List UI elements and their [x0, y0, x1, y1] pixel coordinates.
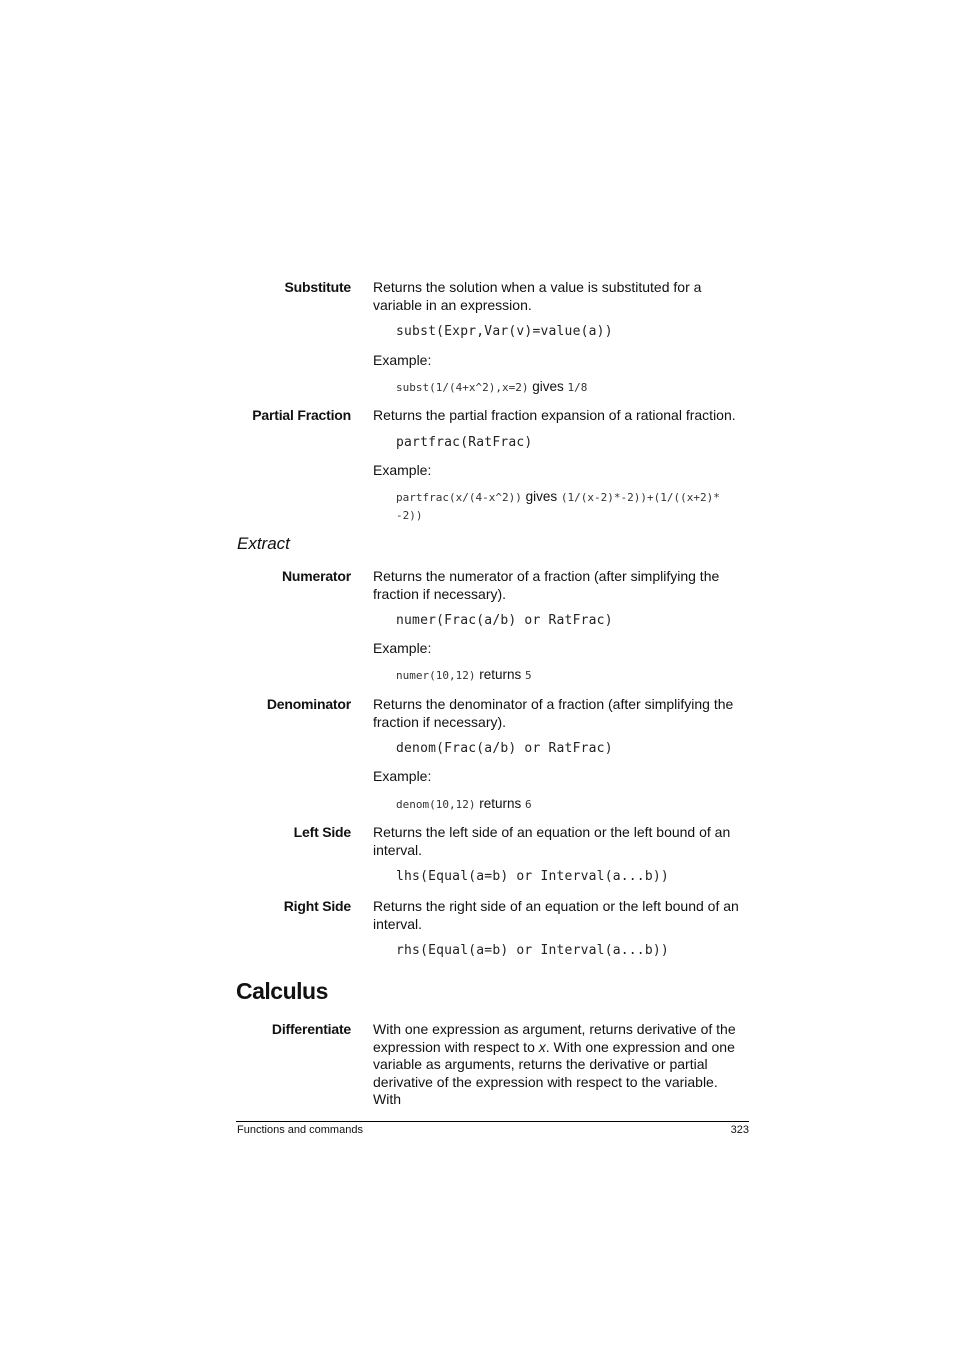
example-word: returns — [479, 667, 522, 682]
term-left-side: Left Side — [293, 824, 351, 840]
example-result: 1/8 — [567, 381, 588, 394]
footer-rule — [236, 1121, 749, 1122]
term-differentiate: Differentiate — [271, 1021, 351, 1037]
example-word: returns — [479, 796, 522, 811]
example-partial-fraction — [396, 488, 721, 524]
syntax-partial-fraction: partfrac(RatFrac) — [396, 435, 533, 450]
example-code: partfrac(x/(4-x^2)) — [396, 491, 522, 504]
syntax-denominator: denom(Frac(a/b) or RatFrac) — [396, 741, 613, 756]
desc-variable: x — [538, 1038, 546, 1055]
syntax-right-side: rhs(Equal(a=b) or Interval(a...b)) — [396, 943, 669, 958]
syntax-left-side: lhs(Equal(a=b) or Interval(a...b)) — [396, 869, 669, 884]
example-code: numer(10,12) — [396, 669, 476, 682]
term-right-side: Right Side — [283, 898, 351, 914]
desc-left-side: Returns the left side of an equation or the left bound of an interval. — [373, 824, 731, 858]
example-denominator — [396, 795, 736, 813]
example-substitute — [396, 378, 736, 396]
example-label-substitute: Example: — [373, 352, 432, 368]
example-numerator — [396, 666, 736, 684]
subheading-extract: Extract — [237, 534, 290, 553]
term-denominator: Denominator — [266, 696, 351, 712]
example-label-denominator: Example: — [373, 768, 432, 784]
example-word: gives — [525, 489, 558, 504]
example-code: denom(10,12) — [396, 798, 476, 811]
term-partial-fraction: Partial Fraction — [252, 407, 351, 423]
desc-partial-fraction: Returns the partial fraction expansion of a rational fraction. — [373, 407, 736, 423]
example-result: 5 — [525, 669, 532, 682]
syntax-numerator: numer(Frac(a/b) or RatFrac) — [396, 613, 613, 628]
example-word: gives — [532, 379, 564, 394]
page-number: 323 — [730, 1124, 749, 1136]
desc-substitute: Returns the solution when a value is substituted for a variable in an expression. — [373, 279, 702, 313]
desc-right-side: Returns the right side of an equation or the left bound of an interval. — [373, 898, 739, 932]
term-numerator: Numerator — [282, 568, 351, 584]
desc-part: . With one expression and one variable as arguments, returns the derivative or partial derivative of the expression with respect to the variable. With — [373, 1038, 735, 1107]
example-result: 6 — [525, 798, 532, 811]
term-substitute: Substitute — [284, 279, 351, 295]
desc-differentiate — [373, 1021, 749, 1109]
example-label-numerator: Example: — [373, 640, 432, 656]
desc-denominator: Returns the denominator of a fraction (after simplifying the fraction if necessary). — [373, 696, 734, 730]
desc-numerator: Returns the numerator of a fraction (after simplifying the fraction if necessary). — [373, 568, 720, 602]
footer-section-title: Functions and commands — [237, 1124, 363, 1136]
example-label-partial-fraction: Example: — [373, 462, 432, 478]
example-result: (1/(x-2)*-2))+(1/((x+2)*-2)) — [396, 491, 720, 522]
heading-calculus: Calculus — [236, 978, 328, 1004]
syntax-substitute: subst(Expr,Var(v)=value(a)) — [396, 324, 613, 339]
example-code: subst(1/(4+x^2),x=2) — [396, 381, 529, 394]
desc-part: With one expression as argument, returns derivative of the expression with respect to — [373, 1021, 736, 1055]
